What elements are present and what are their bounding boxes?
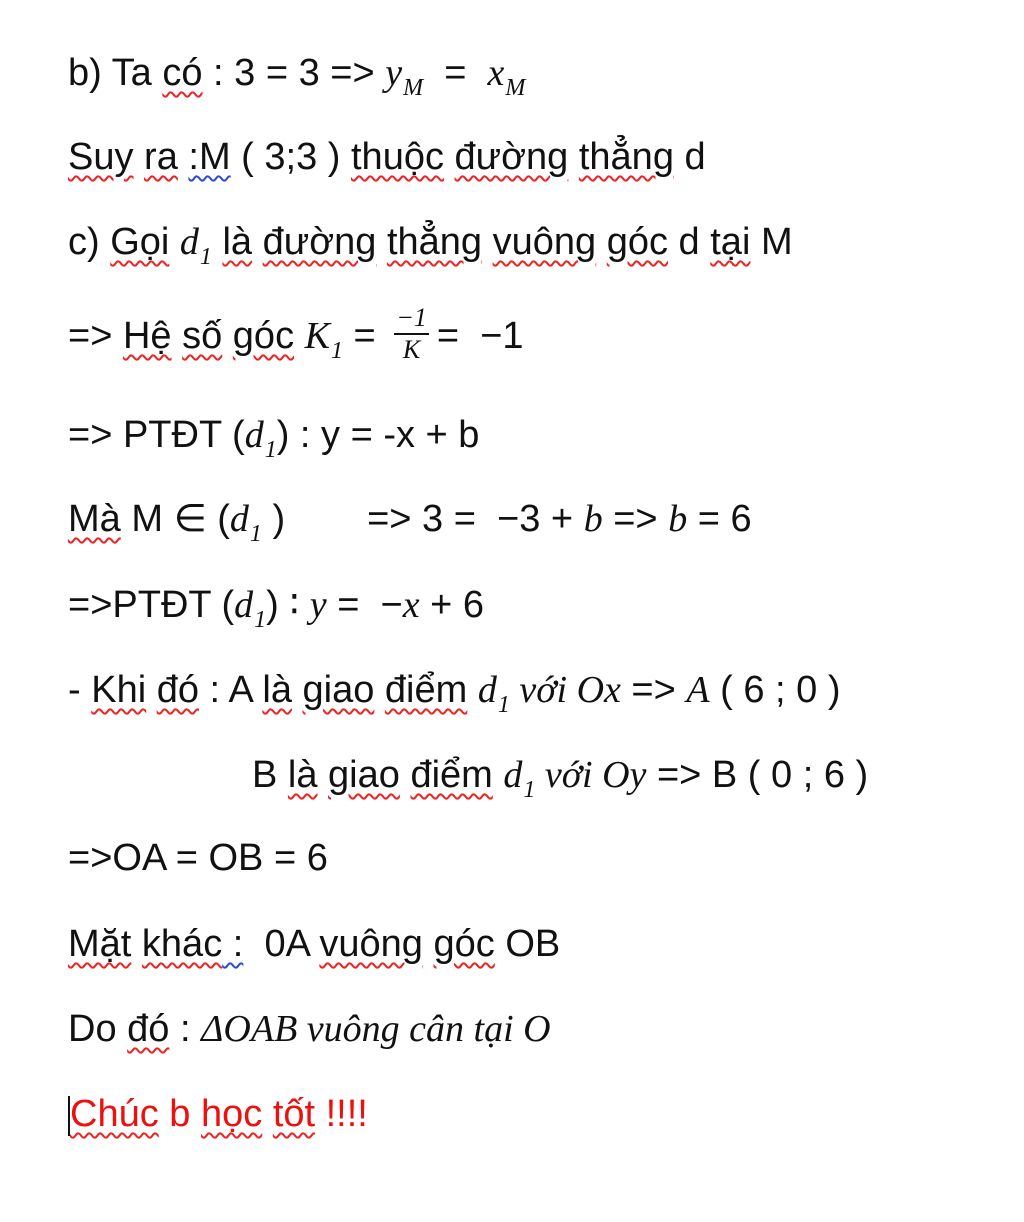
text: = <box>423 52 488 94</box>
subscript: 1 <box>331 338 343 364</box>
spell-word[interactable]: có <box>162 52 203 94</box>
math-var: d <box>234 584 254 626</box>
spell-word[interactable]: là <box>222 221 253 263</box>
space <box>400 754 411 796</box>
text: => B ( 0 ; 6 ) <box>646 754 869 796</box>
math-var: d <box>179 221 199 263</box>
spell-word[interactable]: thuộc <box>351 136 444 178</box>
text: => 3 = −3 + <box>367 498 584 540</box>
spell-word[interactable]: đường <box>262 221 377 263</box>
text: - <box>68 669 92 711</box>
text: : A <box>198 669 263 711</box>
text: b) Ta <box>68 52 163 94</box>
text: ) : y = -x + b <box>276 414 480 456</box>
subscript: 1 <box>523 777 536 803</box>
math-var: b <box>583 498 603 540</box>
line-suy-ra <box>68 127 706 187</box>
text: M ∈ ( <box>120 498 230 540</box>
subscript: M <box>505 75 526 101</box>
line-ma-m <box>68 489 752 549</box>
spell-word[interactable]: tại <box>710 221 751 263</box>
text: ( 6 ; 0 ) <box>709 669 841 711</box>
text: !!!! <box>315 1093 368 1135</box>
text: c) <box>68 221 111 263</box>
space <box>493 754 504 796</box>
spell-word[interactable]: Khi <box>91 669 147 711</box>
line-b-giao-diem <box>252 745 868 805</box>
space <box>146 669 157 711</box>
subscript: M <box>403 75 424 101</box>
math-text: với Ox <box>509 669 621 711</box>
math-var: A <box>686 669 710 711</box>
space <box>252 221 263 263</box>
fraction-numerator: −1 <box>394 303 429 335</box>
grammar-word[interactable]: :M <box>188 136 231 178</box>
text: = 6 <box>687 498 752 540</box>
spell-word[interactable]: vuông <box>319 923 423 965</box>
spell-word[interactable]: là <box>262 669 292 711</box>
space <box>374 669 385 711</box>
spell-word[interactable]: Chúc <box>70 1093 159 1135</box>
spell-word[interactable]: thẳng <box>578 136 674 178</box>
spell-word[interactable]: vuông <box>492 221 597 263</box>
text: =>PTĐT ( <box>68 584 235 626</box>
text: => <box>602 498 669 540</box>
fraction <box>394 303 429 365</box>
spell-word[interactable]: đường <box>454 136 569 178</box>
math-var: x <box>402 584 420 626</box>
space <box>169 221 180 263</box>
spell-word[interactable]: học <box>200 1093 263 1135</box>
subscript: 1 <box>199 244 212 270</box>
math-text: với Oy <box>535 754 647 796</box>
subscript: 1 <box>249 521 262 547</box>
math-var: y <box>385 52 403 94</box>
text: : <box>169 1008 202 1050</box>
spell-word[interactable]: Mà <box>68 498 121 540</box>
spell-word[interactable]: góc <box>433 923 495 965</box>
text: 0A <box>243 923 320 965</box>
text: B <box>252 754 288 796</box>
subscript: 1 <box>264 437 277 463</box>
text: ( 3;3 ) <box>230 136 351 178</box>
line-he-so-goc <box>68 302 524 366</box>
space <box>133 136 144 178</box>
math-var: d <box>229 498 249 540</box>
space <box>376 221 387 263</box>
space <box>444 136 455 178</box>
spell-word[interactable]: Suy <box>68 136 134 178</box>
line-ptdt-1 <box>68 405 479 465</box>
space <box>131 923 142 965</box>
text: OB <box>494 923 561 965</box>
text: = −1 <box>436 315 524 357</box>
text: => <box>620 669 687 711</box>
spell-word[interactable]: Hệ <box>122 315 172 357</box>
space <box>212 221 223 263</box>
spell-word[interactable]: giao <box>328 754 400 796</box>
spell-word[interactable]: khác <box>141 923 223 965</box>
text: + 6 <box>419 584 485 626</box>
line-do-do <box>68 999 551 1059</box>
text: ) ∶ <box>266 584 310 626</box>
spell-word[interactable]: đó <box>127 1008 170 1050</box>
space <box>172 315 183 357</box>
line-c <box>68 212 793 272</box>
space <box>423 923 434 965</box>
line-ptdt-2 <box>68 575 484 635</box>
text: ) <box>261 498 286 540</box>
spell-word[interactable]: điểm <box>384 669 468 711</box>
spell-word[interactable]: ra <box>144 136 178 178</box>
text: d <box>673 136 706 178</box>
spell-word[interactable]: thẳng <box>386 221 483 263</box>
spell-word[interactable]: tốt <box>272 1093 316 1135</box>
text: d <box>668 221 711 263</box>
math-text: ΔOAB vuông cân tại O <box>201 1008 551 1050</box>
text: => PTĐT ( <box>68 414 245 456</box>
fraction-denominator: K <box>402 334 421 364</box>
line-chuc <box>68 1084 368 1144</box>
grammar-word[interactable]: : <box>222 923 244 965</box>
math-var: x <box>487 52 505 94</box>
spell-word[interactable]: đó <box>156 669 199 711</box>
text: =>OA = OB = 6 <box>68 837 328 879</box>
spell-word[interactable]: giao <box>302 669 375 711</box>
text: => <box>68 315 123 357</box>
space <box>262 1093 273 1135</box>
spell-word[interactable]: góc <box>606 221 668 263</box>
subscript: 1 <box>497 692 510 718</box>
space <box>568 136 579 178</box>
math-var: d <box>244 414 264 456</box>
math-var: K <box>304 315 330 357</box>
spell-word[interactable]: điểm <box>410 754 493 796</box>
text: Do <box>68 1008 128 1050</box>
text: = − <box>326 584 403 626</box>
text: M <box>750 221 793 263</box>
text: = <box>343 315 387 357</box>
space <box>596 221 607 263</box>
line-khi-do <box>68 660 841 720</box>
spell-word[interactable]: Gọi <box>110 221 170 263</box>
math-var: b <box>668 498 688 540</box>
space <box>294 315 305 357</box>
text: : 3 = 3 => <box>202 52 386 94</box>
spell-word[interactable]: Mặt <box>68 923 132 965</box>
space <box>222 315 233 357</box>
space <box>317 754 328 796</box>
line-mat-khac <box>68 914 560 974</box>
spell-word[interactable]: góc <box>232 315 295 357</box>
line-b <box>68 43 525 103</box>
space <box>178 136 189 178</box>
space <box>467 669 478 711</box>
math-var: y <box>309 584 327 626</box>
math-var: d <box>477 669 497 711</box>
spell-word[interactable]: là <box>287 754 318 796</box>
subscript: 1 <box>254 607 267 633</box>
math-var: d <box>503 754 523 796</box>
text: b <box>158 1093 201 1135</box>
spell-word[interactable]: số <box>182 315 223 357</box>
line-oa-ob <box>68 828 328 888</box>
space <box>482 221 493 263</box>
space <box>292 669 303 711</box>
